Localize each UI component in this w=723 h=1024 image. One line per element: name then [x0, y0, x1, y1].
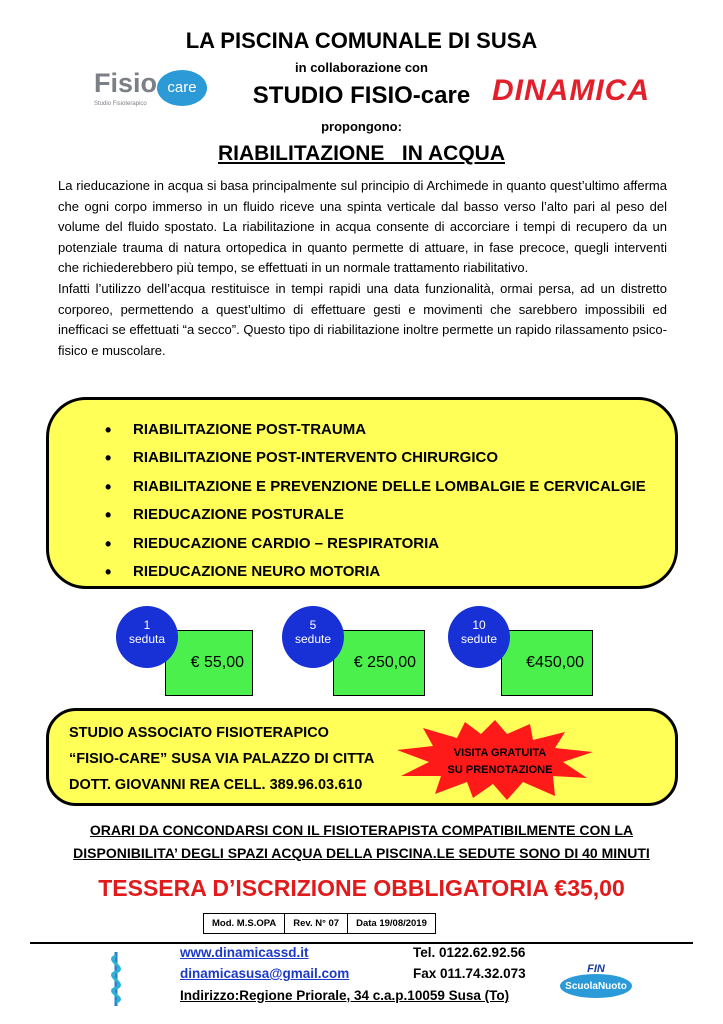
session-unit: sedute [294, 632, 332, 646]
footer-divider [30, 942, 693, 944]
session-unit: sedute [460, 632, 498, 646]
fisio-care-logo [94, 68, 214, 112]
session-circle-1 [116, 606, 178, 668]
description-text [58, 176, 667, 361]
fisio-logo-circle: care [157, 70, 207, 106]
price-box-5: € 250,00 [333, 630, 425, 696]
fin-scuola-nuoto-logo [558, 960, 634, 1002]
page-title: LA PISCINA COMUNALE DI SUSA [185, 28, 538, 53]
fax-text: Fax 011.74.32.073 [413, 966, 526, 981]
document-model: Mod. M.S.OPA [204, 914, 285, 934]
service-item: • RIABILITAZIONE POST-TRAUMA [105, 416, 646, 444]
dinamica-logo: DINAMICA [492, 74, 650, 107]
studio-name: STUDIO FISIO-care [252, 82, 471, 109]
promo-text [425, 745, 575, 779]
promo-line-2: SU PRENOTAZIONE [447, 764, 553, 776]
session-count: 10 [472, 618, 486, 632]
phone-text: Tel. 0122.62.92.56 [413, 945, 526, 960]
session-count: 1 [143, 618, 151, 632]
description-paragraph-1: La rieducazione in acqua si basa principalmente sul principio di Archimede in quanto quest’ultimo afferma che ogni corpo immerso in un fluido riceve una spinta verticale dal basso verso l’alto pari al peso del volume del fluido spostato. La riabilitazione in acqua consente di accorciare i tempi di recupero da un potenziale trauma di natura ortopedica in quanto permette di attuare, in fase precoce, quegli interventi che richiederebbero più tempo, se effettuati in un normale trattamento riabilitativo. [58, 178, 667, 276]
contact-line-2: “FISIO-CARE” SUSA VIA PALAZZO DI CITTA [69, 751, 375, 767]
session-circle-5 [282, 606, 344, 668]
document-date: Data 19/08/2019 [348, 914, 436, 934]
service-item: • RIABILITAZIONE E PREVENZIONE DELLE LOMBALGIE E CERVICALGIE [105, 473, 646, 501]
fin-logo-top: FIN [587, 963, 605, 975]
session-count: 5 [309, 618, 317, 632]
caduceus-icon [100, 948, 132, 1008]
service-item: • RIABILITAZIONE POST-INTERVENTO CHIRURGICO [105, 444, 646, 472]
services-box [46, 397, 678, 589]
contact-line-3: DOTT. GIOVANNI REA CELL. 389.96.03.610 [69, 777, 363, 793]
document-revision: Rev. N° 07 [285, 914, 348, 934]
page-subtitle: RIABILITAZIONE IN ACQUA [218, 142, 505, 165]
fisio-logo-tagline: Studio Fisioterapico [94, 101, 147, 107]
email-link[interactable]: dinamicasusa@gmail.com [180, 966, 350, 981]
service-item: • RIEDUCAZIONE CARDIO – RESPIRATORIA [105, 530, 646, 558]
address-text: Indirizzo:Regione Priorale, 34 c.a.p.10059 Susa (To) [180, 988, 510, 1003]
price-box-10: €450,00 [501, 630, 593, 696]
collaboration-text: in collaborazione con [295, 60, 428, 75]
session-unit: seduta [128, 632, 166, 646]
fisio-logo-word: Fisio [94, 68, 158, 98]
price-box-1: € 55,00 [165, 630, 253, 696]
session-circle-10 [448, 606, 510, 668]
service-item: • RIEDUCAZIONE NEURO MOTORIA [105, 558, 646, 586]
membership-notice: TESSERA D’ISCRIZIONE OBBLIGATORIA €35,00 [98, 875, 625, 901]
fin-logo-bottom: ScuolaNuoto [565, 981, 627, 992]
document-info-table [203, 913, 436, 934]
services-list [105, 416, 646, 586]
service-item: • RIEDUCAZIONE POSTURALE [105, 501, 646, 529]
schedule-line-1: ORARI DA CONCONDARSI CON IL FISIOTERAPISTA COMPATIBILMENTE CON LA [89, 822, 634, 838]
promo-line-1: VISITA GRATUITA [453, 747, 547, 759]
website-link[interactable]: www.dinamicassd.it [180, 945, 309, 960]
schedule-line-2: DISPONIBILITA’ DEGLI SPAZI ACQUA DELLA PISCINA.LE SEDUTE SONO DI 40 MINUTI [73, 845, 650, 861]
description-paragraph-2: Infatti l’utilizzo dell’acqua restituisce in tempi rapidi una data funzionalità, ormai persa, ad un distretto corporeo, permettendo a quest’ultimo di effettuare gesti e movimenti che sarebbero impossibili ed inefficaci se effettuati “a secco”. Questo tipo di riabilitazione inoltre permette un rapido rilassamento psico-fisico e muscolare. [58, 280, 667, 358]
propose-text: propongono: [321, 119, 402, 134]
contact-line-1: STUDIO ASSOCIATO FISIOTERAPICO [69, 725, 329, 741]
